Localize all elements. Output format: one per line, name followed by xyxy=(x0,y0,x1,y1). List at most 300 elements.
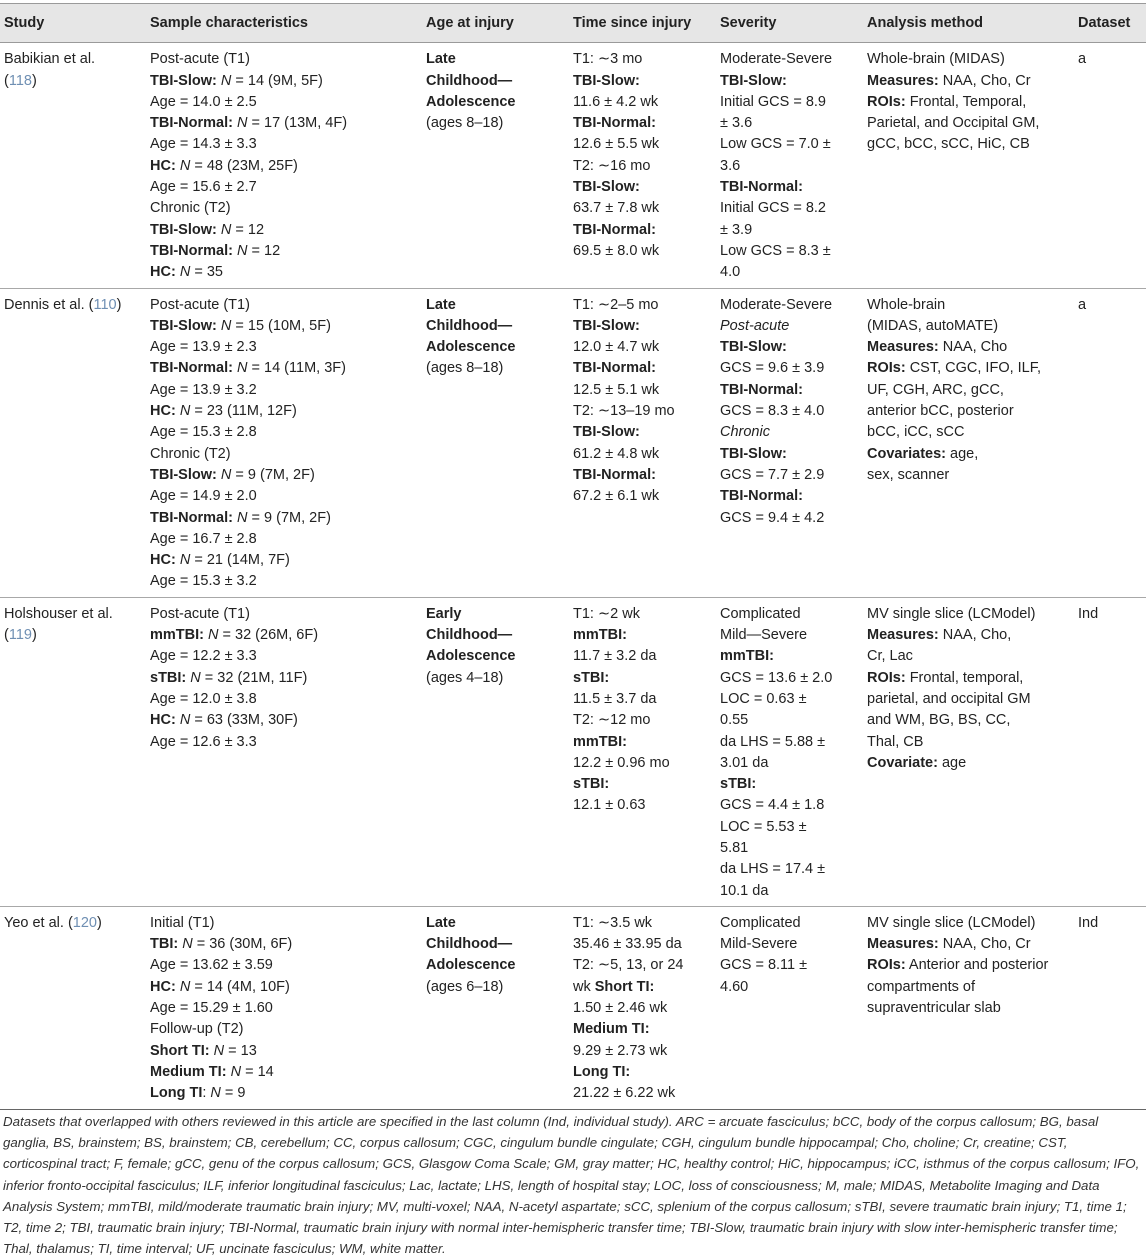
table-header xyxy=(0,4,1146,43)
text-run: N xyxy=(220,317,232,334)
text-run: ( xyxy=(4,627,9,644)
cell-line xyxy=(867,49,1070,70)
cell-line xyxy=(573,401,712,422)
text-run: N xyxy=(182,936,193,953)
cell-line xyxy=(150,1062,418,1083)
cell-line xyxy=(720,316,859,337)
text-run: wk xyxy=(573,978,595,995)
cell-line xyxy=(720,444,859,465)
analysis-method-cell xyxy=(863,43,1074,288)
cell-line xyxy=(426,604,565,625)
text-run: HC: xyxy=(150,552,176,569)
cell-line xyxy=(867,113,1070,134)
text-run: 69.5 ± 8.0 wk xyxy=(573,242,660,259)
cell-line xyxy=(426,316,565,337)
dataset-cell xyxy=(1074,288,1146,597)
cell-line xyxy=(150,604,418,625)
text-run: Complicated xyxy=(720,605,801,622)
text-run: N xyxy=(230,1063,242,1080)
cell-line xyxy=(573,732,712,753)
cell-line xyxy=(867,934,1070,955)
text-run: Age = 16.7 ± 2.8 xyxy=(150,530,257,547)
cell-line xyxy=(573,934,712,955)
text-run: Age = 15.29 ± 1.60 xyxy=(150,1000,273,1017)
text-run: 61.2 ± 4.8 wk xyxy=(573,445,660,462)
cell-line xyxy=(720,156,859,177)
severity-cell xyxy=(716,43,863,288)
text-run: N xyxy=(179,403,191,420)
text-run: Chronic (T2) xyxy=(150,200,231,217)
cell-line xyxy=(150,689,418,710)
text-run: = 12 xyxy=(231,221,265,238)
text-run: age, xyxy=(945,445,979,462)
cell-line xyxy=(150,113,418,134)
text-run: = 9 (7M, 2F) xyxy=(231,466,315,483)
cell-line xyxy=(867,92,1070,113)
text-run: Dennis et al. ( xyxy=(4,296,94,313)
text-run: 11.5 ± 3.7 da xyxy=(573,690,657,707)
text-run: = 15 (10M, 5F) xyxy=(231,317,331,334)
text-run: 67.2 ± 6.1 wk xyxy=(573,488,660,505)
text-run: Measures: xyxy=(867,936,939,953)
text-run: Childhood— xyxy=(426,936,513,953)
cell-line xyxy=(573,241,712,262)
cell-line xyxy=(573,358,712,379)
cell-line xyxy=(150,337,418,358)
text-run: ROIs: xyxy=(867,360,906,377)
text-run: T1: ∼3 mo xyxy=(573,51,643,68)
cell-line xyxy=(867,380,1070,401)
cell-line xyxy=(150,134,418,155)
table-body xyxy=(0,43,1146,1109)
text-run: = 63 (33M, 30F) xyxy=(190,712,298,729)
text-run: Measures: xyxy=(867,627,939,644)
text-run: Post-acute (T1) xyxy=(150,605,250,622)
cell-line xyxy=(720,817,859,838)
cell-line xyxy=(150,465,418,486)
time-since-injury-cell xyxy=(569,288,716,597)
text-run: TBI-Normal: xyxy=(150,509,233,526)
cell-line xyxy=(426,977,565,998)
sample-characteristics-cell xyxy=(146,597,422,906)
header-study: Study xyxy=(0,4,146,43)
text-run: bCC, iCC, sCC xyxy=(867,424,965,441)
dataset-cell xyxy=(1074,597,1146,906)
studies-table xyxy=(0,3,1146,1110)
cell-line xyxy=(426,71,565,92)
text-run: TBI-Slow: xyxy=(573,317,640,334)
cell-line xyxy=(426,358,565,379)
cell-line xyxy=(867,710,1070,731)
text-run: HC: xyxy=(150,403,176,420)
text-run: = 35 xyxy=(190,264,223,281)
cell-line xyxy=(867,955,1070,976)
cell-line xyxy=(426,337,565,358)
text-run: Follow-up (T2) xyxy=(150,1021,244,1038)
text-run: Whole-brain (MIDAS) xyxy=(867,51,1005,68)
cell-line xyxy=(573,71,712,92)
text-run: = 21 (14M, 7F) xyxy=(190,552,290,569)
text-run: TBI-Normal: xyxy=(720,381,803,398)
text-run: 1.50 ± 2.46 wk xyxy=(573,1000,668,1017)
cell-line xyxy=(426,668,565,689)
text-run: 35.46 ± 33.95 da xyxy=(573,936,682,953)
text-run: TBI-Normal: xyxy=(150,115,233,132)
cell-line xyxy=(867,689,1070,710)
cell-line xyxy=(867,604,1070,625)
text-run: Age = 13.9 ± 2.3 xyxy=(150,339,257,356)
text-run: 5.81 xyxy=(720,839,749,856)
text-run: Low GCS = 8.3 ± xyxy=(720,242,831,259)
cell-line xyxy=(573,795,712,816)
cell-line xyxy=(573,710,712,731)
text-run: Chronic xyxy=(720,424,770,441)
text-run: (ages 6–18) xyxy=(426,978,504,995)
text-run: sex, scanner xyxy=(867,466,950,483)
text-run: Age = 12.0 ± 3.8 xyxy=(150,690,257,707)
cell-line xyxy=(150,316,418,337)
text-run: TBI-Slow: xyxy=(573,179,640,196)
cell-line xyxy=(867,753,1070,774)
text-run: T1: ∼2–5 mo xyxy=(573,296,659,313)
cell-line xyxy=(720,337,859,358)
text-run: N xyxy=(220,466,232,483)
cell-line xyxy=(426,113,565,134)
text-run: Age = 15.6 ± 2.7 xyxy=(150,179,257,196)
cell-line xyxy=(720,710,859,731)
cell-line xyxy=(867,337,1070,358)
analysis-method-cell xyxy=(863,906,1074,1109)
cell-line xyxy=(150,625,418,646)
cell-line xyxy=(150,220,418,241)
cell-line xyxy=(573,156,712,177)
cell-line xyxy=(573,295,712,316)
cell-line xyxy=(426,913,565,934)
cell-line xyxy=(867,444,1070,465)
reference-link[interactable]: 120 xyxy=(72,914,97,931)
text-run: Childhood— xyxy=(426,72,513,89)
cell-line xyxy=(573,689,712,710)
text-run: T2: ∼12 mo xyxy=(573,712,651,729)
text-run: (ages 8–18) xyxy=(426,115,504,132)
analysis-method-cell xyxy=(863,597,1074,906)
cell-line xyxy=(573,955,712,976)
text-run: da LHS = 17.4 ± xyxy=(720,861,826,878)
study-cell xyxy=(0,288,146,597)
text-run: NAA, Cho, xyxy=(938,627,1012,644)
cell-line xyxy=(150,1019,418,1040)
cell-line xyxy=(720,646,859,667)
cell-line xyxy=(720,604,859,625)
text-run: sTBI: xyxy=(573,776,610,793)
text-run: N xyxy=(220,221,232,238)
text-run: Age = 15.3 ± 3.2 xyxy=(150,573,257,590)
text-run: TBI-Normal: xyxy=(150,242,233,259)
cell-line xyxy=(720,422,859,443)
text-run: Post-acute (T1) xyxy=(150,51,250,68)
cell-line xyxy=(720,177,859,198)
study-cell xyxy=(0,597,146,906)
header-dataset: Dataset xyxy=(1074,4,1146,43)
cell-line xyxy=(720,668,859,689)
text-run: N xyxy=(220,72,232,89)
text-run: N xyxy=(190,669,201,686)
analysis-method-cell xyxy=(863,288,1074,597)
text-run: TBI-Normal: xyxy=(720,488,803,505)
text-run: ROIs: xyxy=(867,669,906,686)
text-run: Age = 14.9 ± 2.0 xyxy=(150,488,257,505)
cell-line xyxy=(150,422,418,443)
cell-line xyxy=(573,49,712,70)
cell-line xyxy=(573,198,712,219)
text-run: Childhood— xyxy=(426,627,513,644)
text-run: N xyxy=(210,1085,221,1102)
cell-line xyxy=(573,92,712,113)
cell-line xyxy=(720,795,859,816)
text-run: anterior bCC, posterior xyxy=(867,403,1014,420)
text-run: Whole-brain xyxy=(867,296,946,313)
cell-line xyxy=(150,1083,418,1104)
text-run: Parietal, and Occipital GM, xyxy=(867,115,1040,132)
cell-line xyxy=(867,625,1070,646)
cell-line xyxy=(150,508,418,529)
text-run: Moderate-Severe xyxy=(720,51,833,68)
text-run: supraventricular slab xyxy=(867,1000,1001,1017)
cell-line xyxy=(573,913,712,934)
cell-line xyxy=(150,955,418,976)
text-run: gCC, bCC, sCC, HiC, CB xyxy=(867,136,1030,153)
text-run: N xyxy=(237,115,248,132)
text-run: Ind xyxy=(1078,914,1099,931)
text-run: Short TI: xyxy=(594,978,655,995)
cell-line xyxy=(426,49,565,70)
text-run: = 23 (11M, 12F) xyxy=(190,403,297,420)
time-since-injury-cell xyxy=(569,597,716,906)
cell-line xyxy=(720,955,859,976)
cell-line xyxy=(720,380,859,401)
text-run: Age = 12.6 ± 3.3 xyxy=(150,733,257,750)
cell-line xyxy=(150,668,418,689)
text-run: Measures: xyxy=(867,339,939,356)
cell-line xyxy=(573,486,712,507)
text-run: sTBI: xyxy=(720,776,757,793)
cell-line xyxy=(720,838,859,859)
cell-line xyxy=(573,1083,712,1104)
text-run: 3.6 xyxy=(720,157,741,174)
text-run: Thal, CB xyxy=(867,733,924,750)
text-run: NAA, Cho, Cr xyxy=(938,936,1031,953)
text-run: da LHS = 5.88 ± xyxy=(720,733,826,750)
cell-line xyxy=(573,604,712,625)
cell-line xyxy=(720,689,859,710)
cell-line xyxy=(720,134,859,155)
cell-line xyxy=(150,550,418,571)
text-run: and WM, BG, BS, CC, xyxy=(867,712,1011,729)
cell-line xyxy=(150,998,418,1019)
text-run: = 14 (4M, 10F) xyxy=(190,978,290,995)
cell-line xyxy=(720,465,859,486)
cell-line xyxy=(573,774,712,795)
severity-cell xyxy=(716,906,863,1109)
text-run: Mild—Severe xyxy=(720,627,808,644)
table-row xyxy=(0,597,1146,906)
reference-link[interactable]: 118 xyxy=(8,72,32,89)
table-row xyxy=(0,43,1146,288)
text-run: TBI-Slow: xyxy=(150,317,217,334)
text-run: Adolescence xyxy=(426,648,516,665)
text-run: CST, CGC, IFO, ILF, xyxy=(905,360,1042,377)
text-run: NAA, Cho xyxy=(938,339,1008,356)
text-run: MV single slice (LCModel) xyxy=(867,914,1036,931)
header-analysis-method: Analysis method xyxy=(863,4,1074,43)
cell-line xyxy=(720,859,859,880)
cell-line xyxy=(4,913,142,934)
text-run: ± 3.9 xyxy=(720,221,753,238)
cell-line xyxy=(150,444,418,465)
cell-line xyxy=(720,92,859,113)
text-run: mmTBI: xyxy=(573,733,627,750)
cell-line xyxy=(867,913,1070,934)
text-run: Age = 13.62 ± 3.59 xyxy=(150,957,273,974)
cell-line xyxy=(426,955,565,976)
cell-line xyxy=(867,401,1070,422)
cell-line xyxy=(150,401,418,422)
age-at-injury-cell xyxy=(422,288,569,597)
text-run: ROIs: xyxy=(867,957,906,974)
text-run: Post-acute (T1) xyxy=(150,296,250,313)
cell-line xyxy=(1078,295,1142,316)
text-run: ROIs: xyxy=(867,93,906,110)
text-run: (MIDAS, autoMATE) xyxy=(867,317,999,334)
text-run: TBI-Normal: xyxy=(720,179,803,196)
cell-line xyxy=(426,625,565,646)
cell-line xyxy=(720,486,859,507)
text-run: TBI-Slow: xyxy=(150,221,217,238)
reference-link[interactable]: 119 xyxy=(8,627,32,644)
header-severity: Severity xyxy=(716,4,863,43)
cell-line xyxy=(1078,604,1142,625)
text-run: Late xyxy=(426,51,456,68)
cell-line xyxy=(150,486,418,507)
text-run: Low GCS = 7.0 ± xyxy=(720,136,831,153)
text-run: Yeo et al. ( xyxy=(4,914,73,931)
text-run: ± 3.6 xyxy=(720,115,753,132)
text-run: ) xyxy=(116,296,122,313)
text-run: Childhood— xyxy=(426,317,513,334)
cell-line xyxy=(720,977,859,998)
text-run: TBI-Normal: xyxy=(573,115,656,132)
table-footnote: Datasets that overlapped with others reviewed in this article are specified in the last column (Ind, individual study). ARC = arcuate fasciculus; bCC, body of the corpus callosum; BG, basal ganglia, BS, brainstem; BS, brainstem; CB, cerebellum; CC, corpus callosum; CGC, cingulum bundle cingulate; CGH, cingulum bundle hippocampal; Cho, choline; Cr, creatine; CST, corticospinal tract; F, female; gCC, genu of the corpus callosum; GCS, Glasgow Coma Scale; GM, gray matter; HC, healthy control; HiC, hippocampus; iCC, isthmus of the corpus callosum; IFO, inferior fronto-occipital fasciculus; ILF, inferior longitudinal fasciculus; Lac, lactate; LHS, length of hospital stay; LOC, loss of consciousness; M, male; MIDAS, Metabolite Imaging and Data Analysis System; mmTBI, mild/moderate traumatic brain injury; MV, multi-voxel; NAA, N-acetyl aspartate; sCC, splenium of the corpus callosum; sTBI, severe traumatic brain injury; T1, time 1; T2, time 2; TBI, traumatic brain injury; TBI-Normal, traumatic brain injury with normal inter-hemispheric transfer time; TBI-Slow, traumatic brain injury with slow inter-hemispheric transfer time; Thal, thalamus; TI, time interval; UF, uncinate fasciculus; WM, white matter. xyxy=(3,1114,1140,1257)
cell-line xyxy=(150,156,418,177)
cell-line xyxy=(150,977,418,998)
study-cell xyxy=(0,43,146,288)
text-run: ) xyxy=(97,914,102,931)
study-cell xyxy=(0,906,146,1109)
cell-line xyxy=(150,49,418,70)
text-run: GCS = 8.3 ± 4.0 xyxy=(720,403,825,420)
text-run: TBI-Slow: xyxy=(573,72,640,89)
age-at-injury-cell xyxy=(422,43,569,288)
cell-line xyxy=(720,774,859,795)
cell-line xyxy=(720,220,859,241)
cell-line xyxy=(426,92,565,113)
dataset-cell xyxy=(1074,43,1146,288)
text-run: UF, CGH, ARC, gCC, xyxy=(867,381,1004,398)
text-run: Covariate: xyxy=(867,754,938,771)
text-run: Cr, Lac xyxy=(867,648,913,665)
cell-line xyxy=(573,998,712,1019)
text-run: Long TI xyxy=(150,1085,203,1102)
cell-line xyxy=(720,295,859,316)
cell-line xyxy=(867,316,1070,337)
cell-line xyxy=(573,422,712,443)
reference-link[interactable]: 110 xyxy=(93,296,117,313)
cell-line xyxy=(150,71,418,92)
text-run: Frontal, Temporal, xyxy=(905,93,1027,110)
text-run: compartments of xyxy=(867,978,975,995)
cell-line xyxy=(867,977,1070,998)
cell-line xyxy=(867,295,1070,316)
text-run: Post-acute xyxy=(720,317,790,334)
cell-line xyxy=(150,177,418,198)
cell-line xyxy=(150,571,418,592)
text-run: (ages 4–18) xyxy=(426,669,504,686)
text-run: T2: ∼16 mo xyxy=(573,157,651,174)
text-run: GCS = 9.6 ± 3.9 xyxy=(720,360,825,377)
text-run: LOC = 5.53 ± xyxy=(720,818,807,835)
text-run: TBI: xyxy=(150,936,179,953)
cell-line xyxy=(720,508,859,529)
cell-line xyxy=(150,358,418,379)
cell-line xyxy=(720,262,859,283)
text-run: TBI-Normal: xyxy=(573,221,656,238)
cell-line xyxy=(573,134,712,155)
cell-line xyxy=(150,646,418,667)
text-run: = 32 (21M, 11F) xyxy=(200,669,308,686)
text-run: 63.7 ± 7.8 wk xyxy=(573,200,660,217)
text-run: HC: xyxy=(150,978,176,995)
text-run: parietal, and occipital GM xyxy=(867,690,1031,707)
cell-line xyxy=(150,262,418,283)
text-run: N xyxy=(179,978,191,995)
text-run: N xyxy=(179,264,191,281)
text-run: = 9 (7M, 2F) xyxy=(247,509,331,526)
cell-line xyxy=(4,604,142,625)
text-run: = 14 xyxy=(241,1063,274,1080)
text-run: Moderate-Severe xyxy=(720,296,833,313)
cell-line xyxy=(720,625,859,646)
cell-line xyxy=(4,71,142,92)
text-run: HC: xyxy=(150,712,176,729)
table-row xyxy=(0,288,1146,597)
cell-line xyxy=(150,529,418,550)
text-run: = 14 (9M, 5F) xyxy=(231,72,323,89)
cell-line xyxy=(720,753,859,774)
text-run: = 36 (30M, 6F) xyxy=(192,936,293,953)
text-run: Age = 12.2 ± 3.3 xyxy=(150,648,257,665)
header-age-at-injury: Age at injury xyxy=(422,4,569,43)
cell-line xyxy=(150,92,418,113)
sample-characteristics-cell xyxy=(146,288,422,597)
cell-line xyxy=(573,1041,712,1062)
text-run: HC: xyxy=(150,157,176,174)
cell-line xyxy=(4,625,142,646)
text-run: Frontal, temporal, xyxy=(905,669,1024,686)
text-run: Adolescence xyxy=(426,93,516,110)
text-run: a xyxy=(1078,51,1087,68)
text-run: N xyxy=(179,552,191,569)
text-run: Initial (T1) xyxy=(150,914,215,931)
